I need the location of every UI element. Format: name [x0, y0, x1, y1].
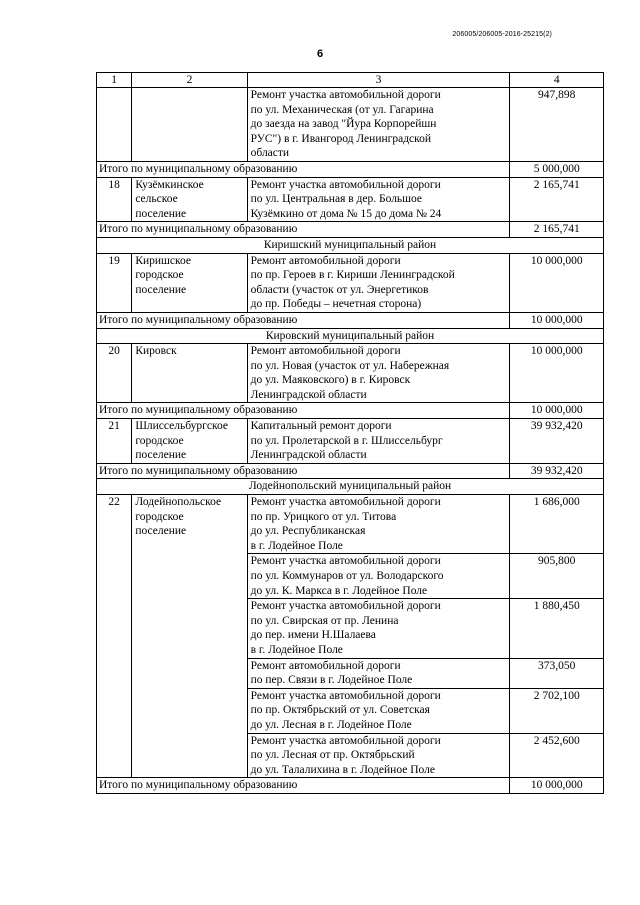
work-description: Ремонт участка автомобильной дороги по ул. Центральная в дер. Большое Кузёмкино от дома № 15 до дома № 24	[247, 177, 510, 222]
subtotal-label: Итого по муниципальному образованию	[97, 403, 510, 419]
work-description: Капитальный ремонт дороги по ул. Пролетарской в г. Шлиссельбург Ленинградской области	[247, 419, 510, 464]
subtotal-label: Итого по муниципальному образованию	[97, 312, 510, 328]
work-description: Ремонт автомобильной дороги по пр. Героев в г. Кириши Ленинградской области (участок от ул. Энергетиков до пр. Победы – нечетная сторона)	[247, 253, 510, 312]
municipality-name: Кировск	[132, 344, 247, 403]
amount: 1 880,450	[510, 599, 604, 658]
subtotal-label: Итого по муниципальному образованию	[97, 222, 510, 238]
amount: 373,050	[510, 658, 604, 688]
municipality-name: Кузёмкинское сельское поселение	[132, 177, 247, 222]
subtotal-amount: 10 000,000	[510, 312, 604, 328]
row-number	[97, 88, 132, 162]
municipality-name: Шлиссельбургское городское поселение	[132, 419, 247, 464]
work-description: Ремонт участка автомобильной дороги по ул. Свирская от пр. Ленина до пер. имени Н.Шалаева в г. Лодейное Поле	[247, 599, 510, 658]
work-description: Ремонт участка автомобильной дороги по ул. Коммунаров от ул. Володарского до ул. К. Маркса в г. Лодейное Поле	[247, 554, 510, 599]
amount: 905,800	[510, 554, 604, 599]
header-col-2: 2	[132, 73, 247, 88]
row-number: 18	[97, 177, 132, 222]
page-number: 6	[316, 48, 324, 60]
subtotal-amount: 10 000,000	[510, 403, 604, 419]
amount: 947,898	[510, 88, 604, 162]
subtotal-row	[97, 222, 604, 238]
row-number: 21	[97, 419, 132, 464]
row-number: 22	[97, 495, 132, 778]
subtotal-row	[97, 778, 604, 794]
subtotal-amount: 39 932,420	[510, 463, 604, 479]
amount: 10 000,000	[510, 253, 604, 312]
municipality-name: Киришское городское поселение	[132, 253, 247, 312]
table-row	[97, 344, 604, 403]
municipality-name	[132, 88, 247, 162]
row-number: 19	[97, 253, 132, 312]
subtotal-row	[97, 463, 604, 479]
amount: 39 932,420	[510, 419, 604, 464]
table-row	[97, 495, 604, 554]
subtotal-amount: 2 165,741	[510, 222, 604, 238]
table-row	[97, 253, 604, 312]
work-description: Ремонт участка автомобильной дороги по ул. Механическая (от ул. Гагарина до заезда на завод "Йура Корпорейшн РУС") в г. Ивангород Ленинградской области	[247, 88, 510, 162]
amount: 2 702,100	[510, 688, 604, 733]
table-header-row	[97, 73, 604, 88]
row-number: 20	[97, 344, 132, 403]
document-id: 206005/206005-2016-25215(2)	[452, 31, 552, 38]
amount: 2 452,600	[510, 733, 604, 778]
region-name: Лодейнопольский муниципальный район	[97, 479, 604, 495]
subtotal-amount: 10 000,000	[510, 778, 604, 794]
work-description: Ремонт участка автомобильной дороги по пр. Октябрьский от ул. Советская до ул. Лесная в г. Лодейное Поле	[247, 688, 510, 733]
table-row	[97, 88, 604, 162]
work-description: Ремонт автомобильной дороги по ул. Новая (участок от ул. Набережная до ул. Маяковского) в г. Кировск Ленинградской области	[247, 344, 510, 403]
table-row	[97, 419, 604, 464]
header-col-1: 1	[97, 73, 132, 88]
region-name: Киришский муниципальный район	[97, 237, 604, 253]
amount: 1 686,000	[510, 495, 604, 554]
table-row	[97, 177, 604, 222]
region-header-row	[97, 328, 604, 344]
subtotal-label: Итого по муниципальному образованию	[97, 778, 510, 794]
work-description: Ремонт участка автомобильной дороги по пр. Урицкого от ул. Титова до ул. Республиканская в г. Лодейное Поле	[247, 495, 510, 554]
funding-table	[96, 72, 604, 794]
amount: 2 165,741	[510, 177, 604, 222]
subtotal-amount: 5 000,000	[510, 161, 604, 177]
region-header-row	[97, 237, 604, 253]
header-col-4: 4	[510, 73, 604, 88]
subtotal-row	[97, 161, 604, 177]
region-name: Кировский муниципальный район	[97, 328, 604, 344]
subtotal-row	[97, 403, 604, 419]
region-header-row	[97, 479, 604, 495]
amount: 10 000,000	[510, 344, 604, 403]
work-description: Ремонт автомобильной дороги по пер. Связи в г. Лодейное Поле	[247, 658, 510, 688]
subtotal-label: Итого по муниципальному образованию	[97, 161, 510, 177]
subtotal-label: Итого по муниципальному образованию	[97, 463, 510, 479]
work-description: Ремонт участка автомобильной дороги по ул. Лесная от пр. Октябрьский до ул. Талалихина в г. Лодейное Поле	[247, 733, 510, 778]
header-col-3: 3	[247, 73, 510, 88]
municipality-name: Лодейнопольское городское поселение	[132, 495, 247, 778]
subtotal-row	[97, 312, 604, 328]
